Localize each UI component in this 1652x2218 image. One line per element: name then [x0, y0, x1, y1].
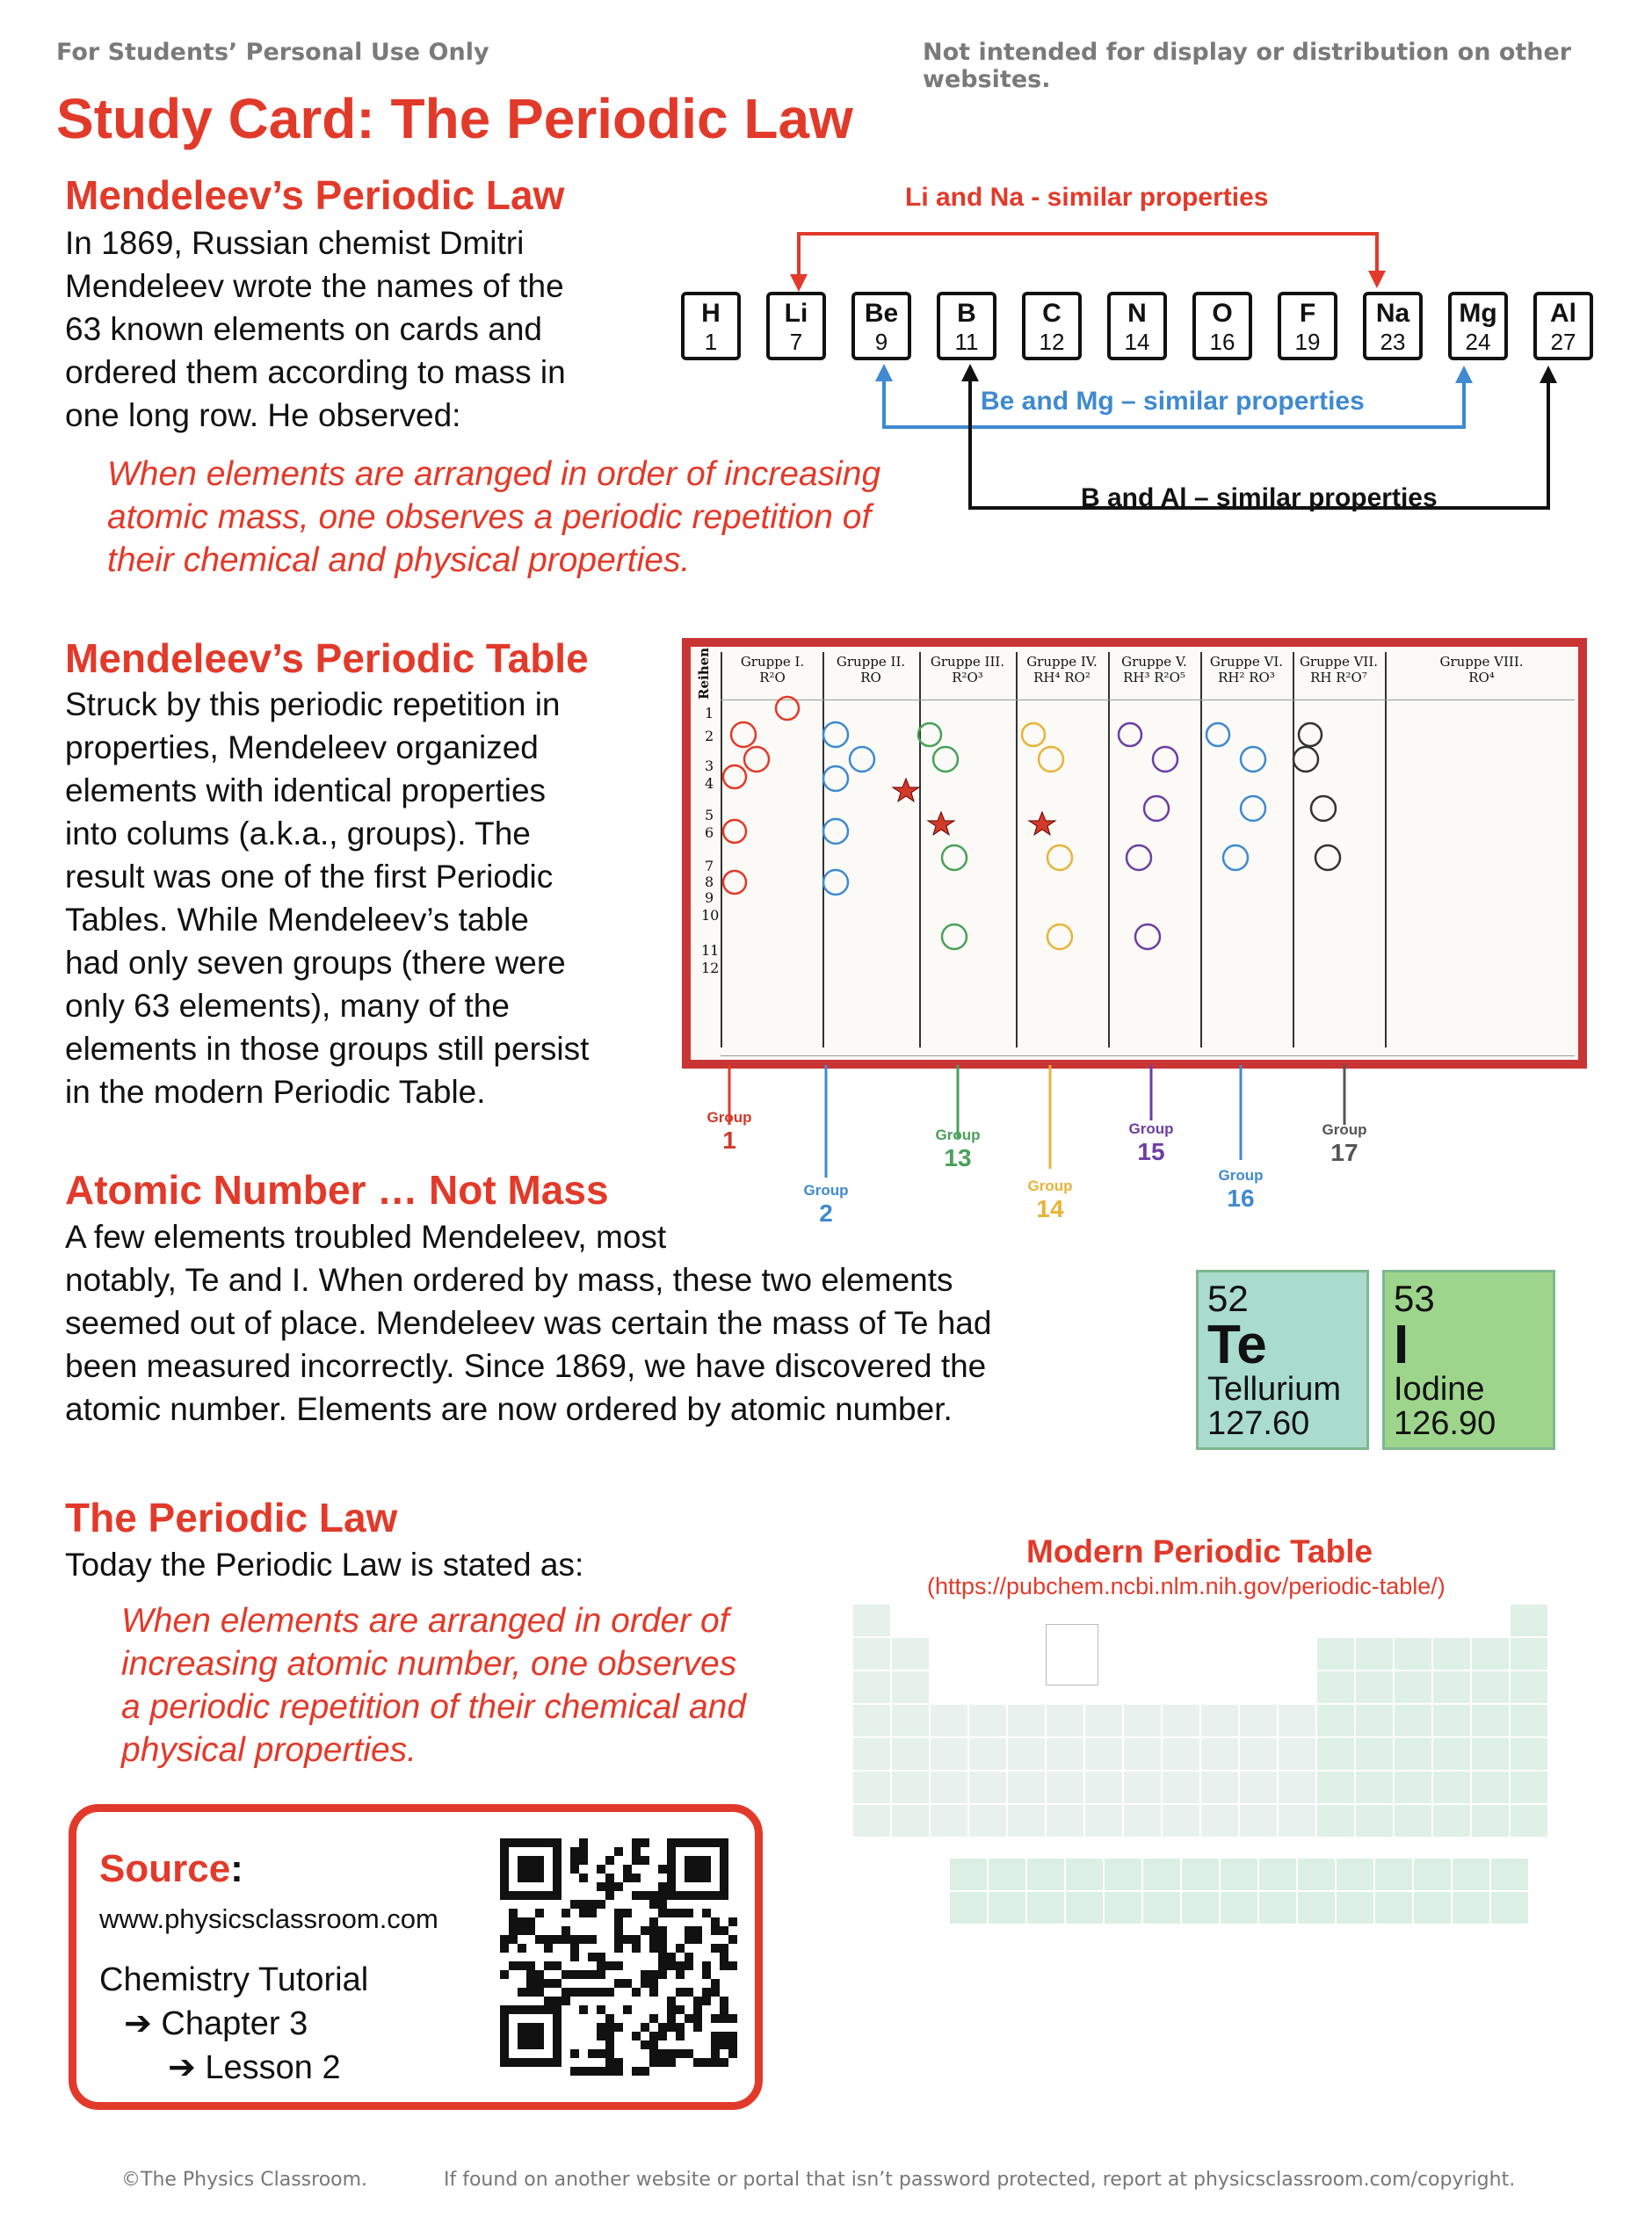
law-line: increasing atomic number, one observes	[121, 1645, 737, 1683]
table-cell	[1355, 1771, 1394, 1804]
table-cell	[1452, 1891, 1490, 1924]
group-header: Gruppe V. RH³ R²O⁵	[1121, 654, 1187, 685]
table-cell	[1355, 1637, 1394, 1671]
table-cell	[1162, 1737, 1200, 1771]
table-cell	[1084, 1704, 1123, 1737]
table-cell	[930, 1737, 968, 1771]
law-line: When elements are arranged in order of increasing	[107, 455, 881, 493]
qr-code-icon[interactable]	[500, 1838, 737, 2076]
s2-line: Struck by this periodic repetition in	[65, 686, 561, 722]
table-cell	[1239, 1704, 1278, 1737]
table-cell	[1316, 1804, 1355, 1837]
table-cell	[891, 1671, 930, 1704]
modern-table-url[interactable]: (https://pubchem.ncbi.nlm.nih.gov/periodic-table/)	[927, 1573, 1446, 1599]
table-cell	[1432, 1637, 1471, 1671]
table-cell	[1355, 1737, 1394, 1771]
s1-line: one long row. He observed:	[65, 397, 461, 433]
law-line: their chemical and physical properties.	[107, 541, 691, 579]
table-cell	[1007, 1804, 1046, 1837]
element-card: N 14	[1107, 292, 1167, 360]
table-cell	[1374, 1858, 1413, 1891]
row-number: 3	[705, 757, 714, 774]
be-mg-label: Be and Mg – similar properties	[981, 387, 1365, 416]
s4-intro: Today the Periodic Law is stated as:	[65, 1547, 584, 1583]
table-cell	[1432, 1771, 1471, 1804]
reihen-label: Reihen	[696, 647, 712, 699]
table-cell	[1510, 1704, 1548, 1737]
group-header: Gruppe VIII. RO⁴	[1439, 654, 1524, 685]
row-number: 12	[701, 960, 720, 976]
header-left: For Students’ Personal Use Only	[56, 39, 489, 66]
s2-line: elements with identical properties	[65, 772, 547, 808]
table-cell	[1046, 1737, 1084, 1771]
row-number: 6	[705, 824, 714, 841]
table-cell	[1374, 1891, 1413, 1924]
table-cell	[1316, 1704, 1355, 1737]
header-right: Not intended for display or distribution on other websites.	[923, 39, 1572, 93]
modern-table-title: Modern Periodic Table	[1026, 1533, 1373, 1569]
mendeleev-table	[682, 638, 1587, 1069]
s2-line: had only seven groups (there were	[65, 945, 566, 981]
s4-heading: The Periodic Law	[65, 1495, 398, 1540]
table-cell	[1278, 1804, 1316, 1837]
s3-line: been measured incorrectly. Since 1869, we have discovered the	[65, 1348, 987, 1384]
table-cell	[1200, 1704, 1239, 1737]
table-cell	[1181, 1891, 1220, 1924]
element-card: Be 9	[851, 292, 911, 360]
iodine-card: 53 I Iodine 126.90	[1382, 1270, 1555, 1450]
table-cell	[1471, 1671, 1510, 1704]
law-line: When elements are arranged in order of	[121, 1602, 729, 1640]
table-cell	[891, 1804, 930, 1837]
s3-heading: Atomic Number … Not Mass	[65, 1167, 609, 1213]
table-cell	[1336, 1891, 1374, 1924]
table-cell	[1026, 1858, 1065, 1891]
page-title: Study Card: The Periodic Law	[56, 87, 853, 150]
table-cell	[1065, 1858, 1104, 1891]
table-cell	[1432, 1671, 1471, 1704]
modern-periodic-table	[835, 1569, 1608, 2096]
table-cell	[1510, 1637, 1548, 1671]
tellurium-card: 52 Te Tellurium 127.60	[1196, 1270, 1369, 1450]
group-header: Gruppe II. RO	[836, 654, 906, 685]
chapter-label: ➔ Chapter 3	[124, 2005, 308, 2042]
group-header: Gruppe IV. RH⁴ RO²	[1026, 654, 1098, 685]
table-cell	[1084, 1771, 1123, 1804]
table-cell	[891, 1737, 930, 1771]
table-cell	[891, 1704, 930, 1737]
table-cell	[1104, 1858, 1142, 1891]
table-cell	[1432, 1704, 1471, 1737]
table-cell	[1394, 1704, 1432, 1737]
element-card: H 1	[681, 292, 741, 360]
table-cell	[1471, 1771, 1510, 1804]
table-cell	[988, 1858, 1026, 1891]
table-cell	[949, 1858, 988, 1891]
table-cell	[1355, 1704, 1394, 1737]
table-cell	[1490, 1858, 1529, 1891]
table-cell	[1046, 1704, 1084, 1737]
row-number: 8	[705, 873, 714, 890]
footer-copyright: ©The Physics Classroom.	[121, 2169, 368, 2191]
li-na-arrow	[799, 234, 1377, 279]
highlight-circles	[691, 647, 1578, 1060]
table-cell	[1200, 1771, 1239, 1804]
table-cell	[1297, 1858, 1336, 1891]
table-cell	[1471, 1737, 1510, 1771]
table-cell	[1162, 1771, 1200, 1804]
table-cell	[1316, 1771, 1355, 1804]
row-number: 11	[701, 942, 720, 959]
table-cell	[1490, 1891, 1529, 1924]
table-cell	[1471, 1804, 1510, 1837]
element-card: Na 23	[1363, 292, 1423, 360]
row-number: 7	[705, 858, 714, 874]
group-label-1: Group 1	[706, 1109, 752, 1154]
table-cell	[968, 1704, 1007, 1737]
table-cell	[1316, 1637, 1355, 1671]
table-cell	[1413, 1858, 1452, 1891]
group-header: Gruppe VII. RH R²O⁷	[1299, 654, 1379, 685]
s2-line: only 63 elements), many of the	[65, 988, 510, 1024]
s2-line: into colums (a.k.a., groups). The	[65, 815, 531, 852]
table-cell	[1220, 1891, 1258, 1924]
table-cell	[852, 1704, 891, 1737]
table-cell	[1123, 1704, 1162, 1737]
table-cell	[1278, 1704, 1316, 1737]
table-cell	[968, 1771, 1007, 1804]
table-cell	[1510, 1604, 1548, 1637]
element-card: Al 27	[1533, 292, 1593, 360]
table-cell	[891, 1771, 930, 1804]
table-cell	[852, 1637, 891, 1671]
element-card: F 19	[1278, 292, 1337, 360]
table-cell	[1394, 1637, 1432, 1671]
table-cell	[1084, 1737, 1123, 1771]
table-cell	[1026, 1891, 1065, 1924]
source-site[interactable]: www.physicsclassroom.com	[99, 1903, 438, 1934]
table-cell	[1007, 1704, 1046, 1737]
legend-cell	[1046, 1624, 1098, 1685]
table-cell	[988, 1891, 1026, 1924]
table-cell	[1336, 1858, 1374, 1891]
table-cell	[852, 1604, 891, 1637]
table-cell	[930, 1704, 968, 1737]
table-cell	[968, 1804, 1007, 1837]
s1-line: Mendeleev wrote the names of the	[65, 268, 564, 304]
table-cell	[1123, 1771, 1162, 1804]
table-cell	[852, 1671, 891, 1704]
s3-text	[65, 1215, 991, 1431]
table-cell	[1220, 1858, 1258, 1891]
table-cell	[852, 1804, 891, 1837]
row-number: 10	[701, 907, 720, 924]
group-header: Gruppe III. R²O³	[930, 654, 1005, 685]
table-cell	[1471, 1704, 1510, 1737]
row-number: 4	[705, 775, 714, 792]
table-cell	[1413, 1891, 1452, 1924]
table-cell	[852, 1737, 891, 1771]
group-label-17: Group 17	[1322, 1121, 1367, 1166]
group-label-2: Group 2	[803, 1182, 849, 1227]
law-line: atomic mass, one observes a periodic repetition of	[107, 498, 872, 536]
table-cell	[1316, 1671, 1355, 1704]
footer-notice: If found on another website or portal that isn’t password protected, report at physicsclassroom.com/copyright.	[444, 2169, 1516, 2191]
table-cell	[1123, 1804, 1162, 1837]
tutorial-label: Chemistry Tutorial	[99, 1961, 369, 1998]
table-cell	[930, 1771, 968, 1804]
table-cell	[1239, 1804, 1278, 1837]
table-cell	[1510, 1771, 1548, 1804]
group-label-13: Group 13	[935, 1127, 981, 1171]
table-cell	[1510, 1804, 1548, 1837]
s2-heading: Mendeleev’s Periodic Table	[65, 635, 589, 681]
group-label-14: Group 14	[1027, 1178, 1073, 1222]
row-number: 2	[705, 728, 714, 744]
element-card: O 16	[1192, 292, 1252, 360]
s3-line: notably, Te and I. When ordered by mass, these two elements	[65, 1262, 953, 1298]
table-cell	[1142, 1858, 1181, 1891]
li-na-label: Li and Na - similar properties	[905, 183, 1269, 212]
table-cell	[1104, 1891, 1142, 1924]
table-cell	[930, 1804, 968, 1837]
s1-line: 63 known elements on cards and	[65, 311, 543, 347]
source-label: Source:	[99, 1847, 243, 1890]
table-cell	[1432, 1804, 1471, 1837]
table-cell	[891, 1637, 930, 1671]
table-cell	[1355, 1671, 1394, 1704]
s3-line: A few elements troubled Mendeleev, most	[65, 1219, 667, 1255]
s1-text	[65, 221, 566, 437]
group-label-15: Group 15	[1128, 1120, 1174, 1165]
element-card: B 11	[937, 292, 996, 360]
table-cell	[1510, 1737, 1548, 1771]
row-number: 5	[705, 807, 714, 823]
table-cell	[1394, 1804, 1432, 1837]
table-cell	[1258, 1891, 1297, 1924]
table-cell	[1258, 1858, 1297, 1891]
table-cell	[1142, 1891, 1181, 1924]
table-cell	[1432, 1737, 1471, 1771]
table-cell	[1046, 1771, 1084, 1804]
s2-line: elements in those groups still persist	[65, 1031, 590, 1067]
table-cell	[1297, 1891, 1336, 1924]
s1-line: In 1869, Russian chemist Dmitri	[65, 225, 525, 261]
table-cell	[1084, 1804, 1123, 1837]
row-number: 1	[705, 705, 714, 721]
table-cell	[1046, 1804, 1084, 1837]
law-line: physical properties.	[121, 1731, 417, 1769]
s2-line: properties, Mendeleev organized	[65, 729, 539, 765]
table-cell	[1278, 1737, 1316, 1771]
law-line: a periodic repetition of their chemical and	[121, 1688, 747, 1726]
element-card: C 12	[1022, 292, 1082, 360]
group-header: Gruppe I. R²O	[740, 654, 805, 685]
group-header: Gruppe VI. RH² RO³	[1209, 654, 1284, 685]
row-number: 9	[705, 889, 714, 906]
table-cell	[1200, 1737, 1239, 1771]
table-cell	[1162, 1704, 1200, 1737]
b-al-arrow	[970, 374, 1548, 508]
s3-line: seemed out of place. Mendeleev was certain the mass of Te had	[65, 1305, 992, 1341]
table-cell	[1200, 1804, 1239, 1837]
table-cell	[852, 1771, 891, 1804]
table-cell	[1162, 1804, 1200, 1837]
b-al-label: B and Al – similar properties	[1081, 483, 1438, 512]
element-card: Li 7	[766, 292, 826, 360]
table-cell	[968, 1737, 1007, 1771]
s2-line: in the modern Periodic Table.	[65, 1074, 486, 1110]
lesson-label: ➔ Lesson 2	[168, 2049, 341, 2086]
table-cell	[1007, 1771, 1046, 1804]
number-law-statement	[121, 1599, 746, 1772]
table-cell	[1394, 1671, 1432, 1704]
table-cell	[1471, 1637, 1510, 1671]
table-cell	[1065, 1891, 1104, 1924]
table-cell	[1239, 1771, 1278, 1804]
group-label-16: Group 16	[1218, 1167, 1264, 1212]
s1-heading: Mendeleev’s Periodic Law	[65, 172, 565, 218]
s1-line: ordered them according to mass in	[65, 354, 566, 390]
s3-line: atomic number. Elements are now ordered by atomic number.	[65, 1391, 953, 1427]
table-cell	[1510, 1671, 1548, 1704]
source-box	[69, 1804, 763, 2110]
s2-line: Tables. While Mendeleev’s table	[65, 902, 529, 938]
property-arrows	[677, 211, 1573, 527]
table-cell	[1181, 1858, 1220, 1891]
s2-line: result was one of the first Periodic	[65, 859, 554, 895]
table-cell	[949, 1891, 988, 1924]
table-cell	[1007, 1737, 1046, 1771]
table-cell	[1123, 1737, 1162, 1771]
s2-text	[65, 683, 589, 1113]
table-cell	[1355, 1804, 1394, 1837]
table-cell	[1452, 1858, 1490, 1891]
table-cell	[1394, 1771, 1432, 1804]
table-cell	[1316, 1737, 1355, 1771]
table-cell	[1239, 1737, 1278, 1771]
element-card: Mg 24	[1448, 292, 1508, 360]
table-cell	[1278, 1771, 1316, 1804]
table-cell	[1394, 1737, 1432, 1771]
